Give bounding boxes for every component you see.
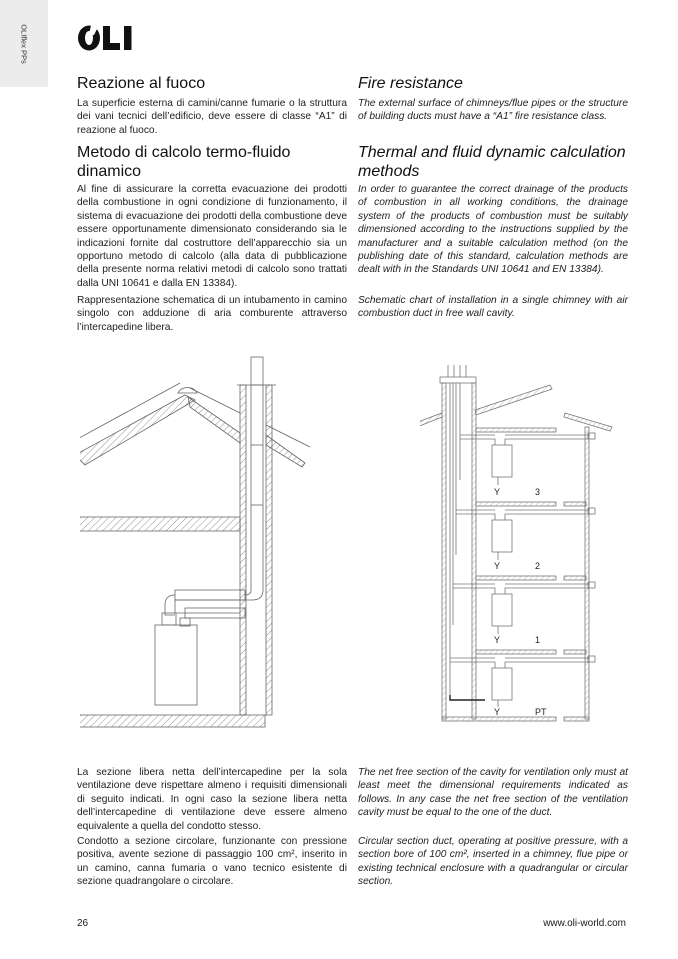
page-number: 26: [77, 918, 89, 929]
para-condotto: Condotto a sezione circolare, funzionante con pressione positiva, avente sezione di passaggio 100 cm², inserito in un camino, canna fumaria o vano tecnico esistente di sezione quadrangolare o circolare.: [77, 836, 347, 888]
para-metodo: Al fine di assicurare la corretta evacuazione dei prodotti della combustione in ogni condizione di funzionamento, il sistema di evacuazione dei prodotti della combustione deve essere opportunamente dimensionato considerando sia le indicazioni fornite dal costruttore dell’apparecchio sia un opportuno metodo di calcolo (alla data di pubblicazione della presente norma relativi metodi di calcolo sono trattati dalla UNI 10641 e dalla EN 13384).: [77, 184, 347, 289]
para-schematic-chart: Schematic chart of installation in a single chimney with air combustion duct in free wall cavity.: [358, 295, 628, 320]
heading-reazione: Reazione al fuoco: [77, 75, 206, 92]
side-tab: [0, 0, 48, 87]
label-y-floor2: Y: [494, 561, 501, 571]
para-sezione-libera: La sezione libera netta dell’intercapedine per la sola ventilazione deve rispettare almeno i requisiti dimensionali di seguito indicati. In ogni caso la sezione libera netta dell’intercapedine di ventilazione deve essere almeno equivalente a quella del condotto stesso.: [77, 767, 347, 832]
para-net-free-section: The net free section of the cavity for ventilation only must at least meet the dimensional requirements indicated as follows. In any case the net free section of the ventilation cavity must be equal to the one of the duct.: [358, 767, 628, 819]
para-fire-resistance: The external surface of chimneys/flue pipes or the structure of building ducts must have a “A1” fire resistance class.: [358, 98, 628, 123]
label-ground-floor: PT: [535, 707, 547, 717]
para-rappresentazione: Rappresentazione schematica di un intubamento in camino singolo con adduzione di aria comburente attraverso l’intercapedine libera.: [77, 295, 347, 333]
side-tab-label: OLIflex PPs: [19, 24, 29, 64]
label-y-floor1: Y: [494, 635, 501, 645]
heading-thermal-methods: Thermal and fluid dynamic calculation methods: [358, 144, 626, 180]
chimney-installation-diagram: [80, 355, 340, 735]
label-floor-3: 3: [535, 487, 541, 497]
para-circular-duct: Circular section duct, operating at positive pressure, with a section bore of 100 cm², inserted in a chimney, flue pipe or existing technical enclosure with a quadrangular or circular section.: [358, 836, 628, 888]
website-url: www.oli-world.com: [543, 918, 626, 929]
para-thermal-methods: In order to guarantee the correct drainage of the products of combustion in all working conditions, the drainage system of the products of combustion must be suitably dimensioned according to the instructions supplied by the manufacturer and a suitable calculation method (on the publishing date of this standard, calculation methods are dealt with in the Standards UNI 10641 and EN 13384).: [358, 184, 628, 276]
para-reazione: La superficie esterna di camini/canne fumarie o la struttura dei vani tecnici dell’edificio, deve essere di classe “A1” di reazione al fuoco.: [77, 98, 347, 136]
multi-floor-installation-diagram: [420, 355, 620, 725]
label-floor-2: 2: [535, 561, 541, 571]
oli-logo: [77, 24, 139, 52]
label-y-floor3: Y: [494, 487, 501, 497]
heading-fire-resistance: Fire resistance: [358, 75, 463, 92]
heading-metodo: Metodo di calcolo termo-fluido dinamico: [77, 144, 291, 180]
label-y-ground: Y: [494, 707, 501, 717]
label-floor-1: 1: [535, 635, 541, 645]
